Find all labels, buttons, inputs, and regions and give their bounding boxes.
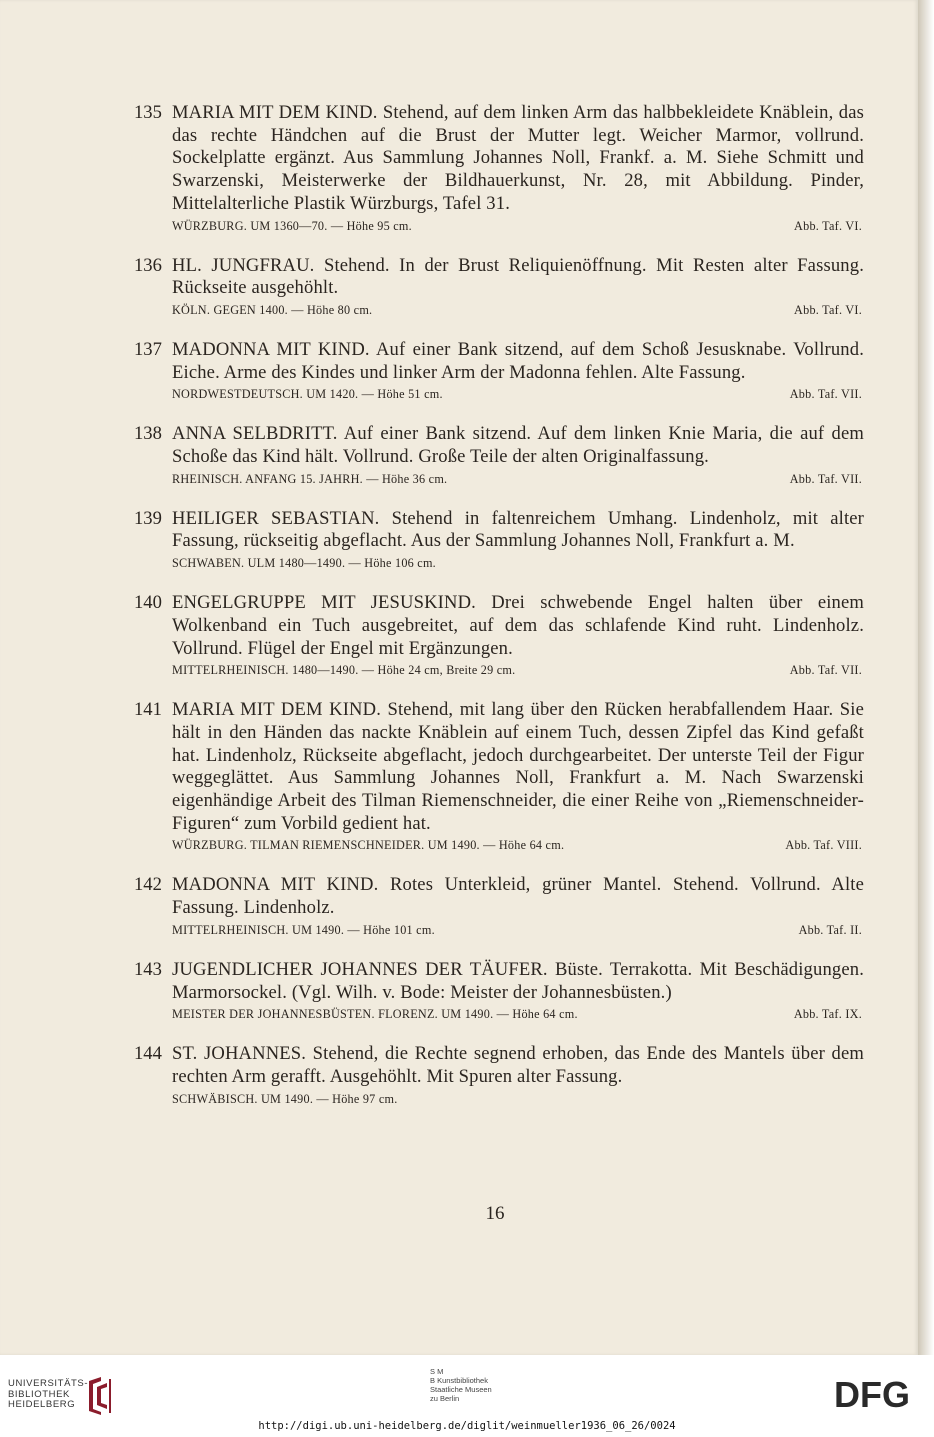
entry-description: ST. JOHANNES. Stehend, die Rechte segnend erhoben, das Ende des Mantels über dem rechten Arm gerafft. Ausgehöhlt. Mit Spuren alter Fassung. [172,1043,864,1087]
catalog-entry [134,874,864,937]
entry-origin: MITTELRHEINISCH. UM 1490. — Höhe 101 cm. [172,922,435,937]
library-line: BIBLIOTHEK [8,1388,70,1400]
entry-description: HL. JUNGFRAU. Stehend. In der Brust Reliquienöffnung. Mit Resten alter Fassung. Rückseite ausgehöhlt. [172,254,864,299]
entry-plate-ref: Abb. Taf. VII. [789,663,862,678]
credit-line: B Kunstbibliothek [430,1376,488,1385]
entry-number: 137 [134,338,162,360]
entry-origin: MITTELRHEINISCH. 1480—1490. — Höhe 24 cm, Breite 29 cm. [172,663,516,678]
viewer-footer [0,1355,934,1437]
entry-meta [172,556,864,571]
catalog-entry [134,255,864,318]
entry-meta [172,387,864,402]
entry-meta [172,923,864,938]
entry-meta [172,1007,864,1022]
entry-origin: NORDWESTDEUTSCH. UM 1420. — Höhe 51 cm. [172,387,443,402]
entry-meta [172,472,864,487]
entry-number: 139 [134,507,162,529]
catalog-entry [134,339,864,402]
entry-description: MARIA MIT DEM KIND. Stehend, auf dem linken Arm das halbbekleidete Knäblein, das das rechte Händchen auf die Brust der Mutter legt. Weicher Marmor, vollrund. Sockelplatte ergänzt. Aus Sammlung Johannes Noll, Frankf. a. M. Siehe Schmitt und Swarzenski, Meisterwerke der Bildhauerkunst, Nr. 28, mit Abbildung. Pinder, Mittelalterliche Plastik Würzburgs, Tafel 31. [172,102,864,214]
entry-plate-ref: Abb. Taf. VI. [794,218,862,233]
entry-plate-ref: Abb. Taf. VI. [794,302,862,317]
library-line: UNIVERSITÄTS- [8,1378,89,1389]
entry-meta [172,303,864,318]
entry-description: MADONNA MIT KIND. Rotes Unterkleid, grüner Mantel. Stehend. Vollrund. Alte Fassung. Lindenholz. [172,874,864,919]
catalog-entry [134,592,864,678]
entry-number: 135 [134,102,162,123]
entry-plate-ref: Abb. Taf. IX. [793,1007,862,1022]
entry-description: ENGELGRUPPE MIT JESUSKIND. Drei schwebende Engel halten über einem Wolkenband ein Tuch ausgebreitet, auf dem das schlafende Kind ruht. Lindenholz. Vollrund. Flügel der Engel mit Ergänzungen. [172,592,864,659]
entry-meta [172,838,864,853]
entry-number: 138 [134,423,162,445]
catalog-entry [134,508,864,571]
catalog-entry [134,959,864,1022]
entry-plate-ref [862,1092,864,1107]
entry-plate-ref: Abb. Taf. II. [798,922,862,937]
credit-line: Staatliche Museen [430,1385,492,1394]
entry-plate-ref: Abb. Taf. VIII. [785,838,862,853]
library-logo-text[interactable] [8,1379,88,1411]
library-mark-icon [83,1375,115,1415]
entry-description: HEILIGER SEBASTIAN. Stehend in faltenreichem Umhang. Lindenholz, mit alter Fassung, rückseitig abgeflacht. Aus der Sammlung Johannes Noll, Frankfurt a. M. [172,507,864,552]
museum-credit [430,1367,540,1403]
entry-number: 144 [134,1043,162,1065]
entry-description: ANNA SELBDRITT. Auf einer Bank sitzend. Auf dem linken Knie Maria, die auf dem Schoße das Kind hält. Vollrund. Große Teile der alten Originalfassung. [172,423,864,468]
entry-plate-ref: Abb. Taf. VII. [789,387,862,402]
credit-line: zu Berlin [430,1394,460,1403]
entry-number: 143 [134,958,162,980]
entry-origin: MEISTER DER JOHANNESBÜSTEN. FLORENZ. UM 1490. — Höhe 64 cm. [172,1007,578,1022]
entry-number: 136 [134,254,162,276]
entry-meta [172,663,864,678]
entry-number: 141 [134,699,162,721]
credit-line: S M [430,1367,444,1376]
entry-origin: KÖLN. GEGEN 1400. — Höhe 80 cm. [172,302,373,317]
entry-origin: WÜRZBURG. TILMAN RIEMENSCHNEIDER. UM 1490. — Höhe 64 cm. [172,838,565,853]
entry-origin: RHEINISCH. ANFANG 15. JAHRH. — Höhe 36 cm. [172,471,448,486]
library-line: HEIDELBERG [8,1399,76,1410]
entry-meta [172,219,864,234]
permalink-url[interactable]: http://digi.ub.uni-heidelberg.de/diglit/weinmueller1936_06_26/0024 [258,1420,676,1432]
catalog-entry [134,423,864,486]
entry-origin: WÜRZBURG. UM 1360—70. — Höhe 95 cm. [172,218,412,233]
catalog-entry [134,699,864,853]
entry-origin: SCHWABEN. ULM 1480—1490. — Höhe 106 cm. [172,556,436,571]
dfg-logo-text: DFG [834,1377,910,1411]
catalog-entry [134,102,864,234]
entry-number: 140 [134,592,162,614]
scan-edge [918,0,934,1355]
page-number: 16 [485,1203,505,1224]
catalog-entry [134,1043,864,1106]
entry-plate-ref [862,556,864,571]
catalog-entries [134,102,864,1128]
entry-description: JUGENDLICHER JOHANNES DER TÄUFER. Büste. Terrakotta. Mit Beschädigungen. Marmorsockel. (Vgl. Wilh. v. Bode: Meister der Johannesbüsten.) [172,958,864,1003]
entry-plate-ref: Abb. Taf. VII. [789,471,862,486]
entry-meta [172,1092,864,1107]
entry-description: MARIA MIT DEM KIND. Stehend, mit lang über den Rücken herabfallendem Haar. Sie hält in den Händen das nackte Knäblein auf einem Tuch, dessen Zipfel das Kind gefaßt hat. Lindenholz, Rückseite abgeflacht, jedoch durchgearbeitet. Der unterste Teil der Figur weggeglättet. Aus Sammlung Johannes Noll, Frankfurt a. M. Nach Swarzenski eigenhändige Arbeit des Tilman Riemenschneider, die einer Reihe von „Riemenschneider-Figuren“ zum Vorbild gedient hat. [172,699,864,834]
entry-number: 142 [134,874,162,896]
entry-origin: SCHWÄBISCH. UM 1490. — Höhe 97 cm. [172,1091,398,1106]
entry-description: MADONNA MIT KIND. Auf einer Bank sitzend, auf dem Schoß Jesusknabe. Vollrund. Eiche. Arme des Kindes und linker Arm der Madonna fehlen. Alte Fassung. [172,338,864,383]
dfg-logo[interactable] [834,1377,922,1411]
